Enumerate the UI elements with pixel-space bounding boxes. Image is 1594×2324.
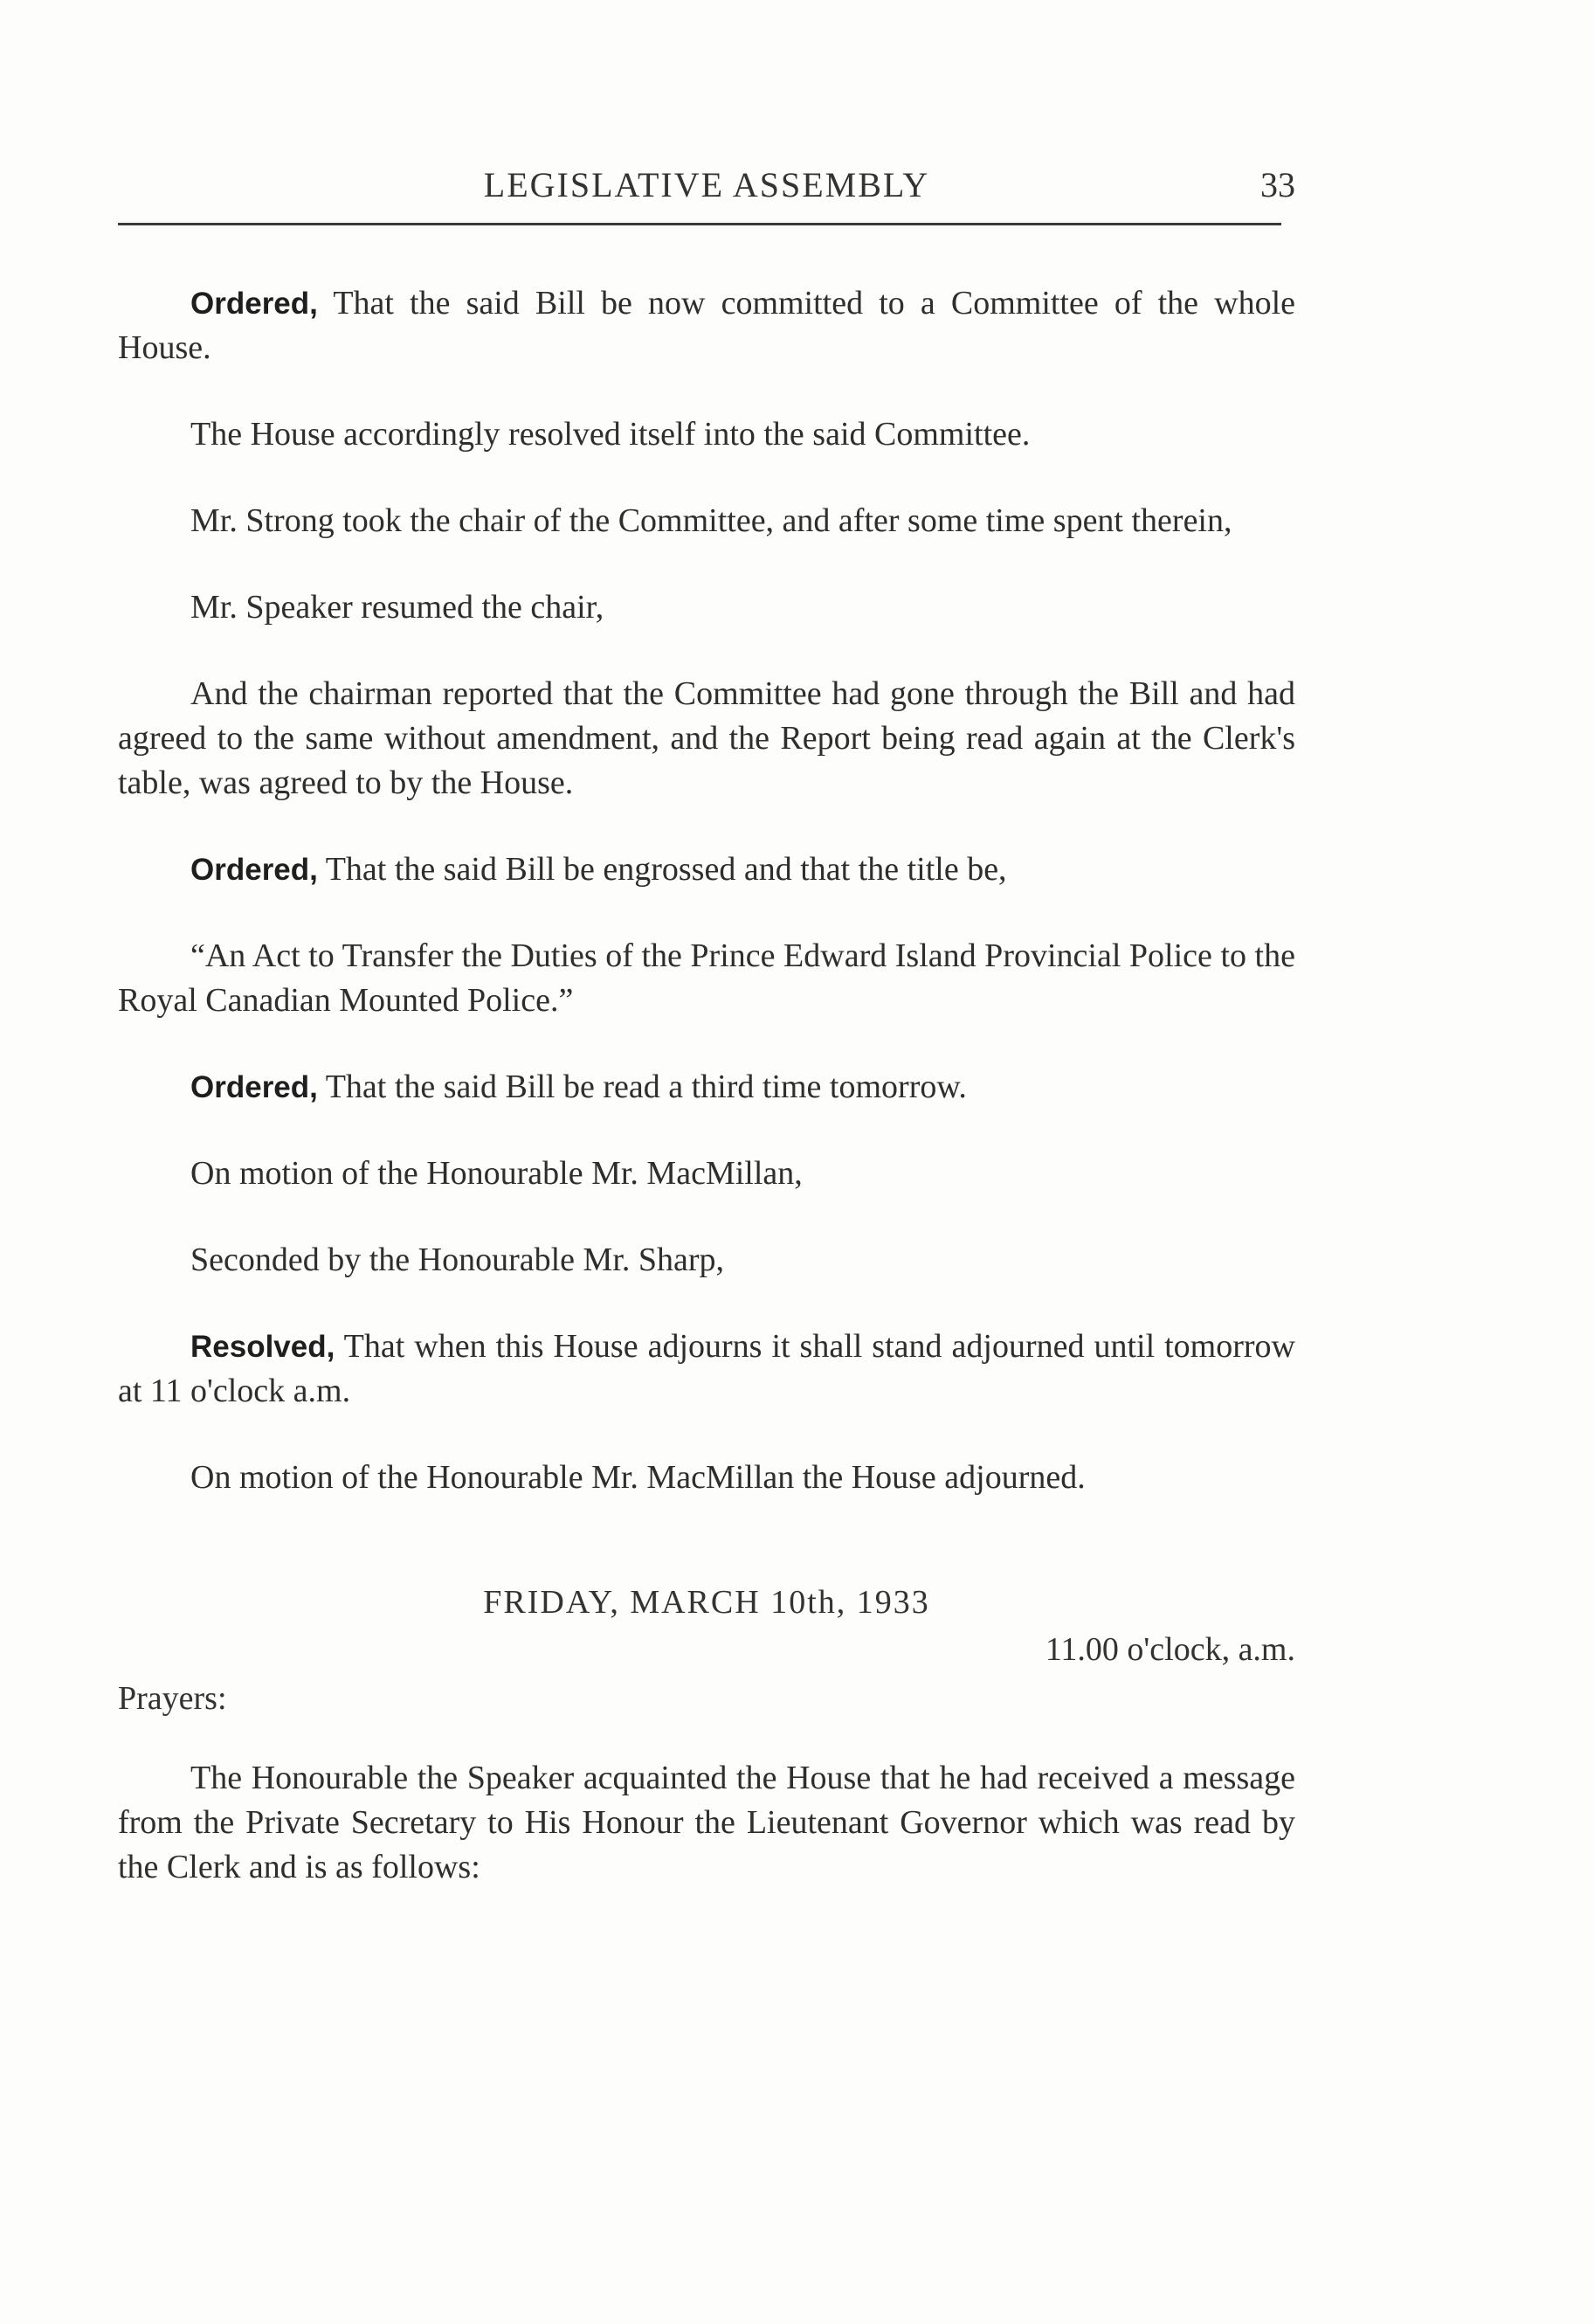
paragraph-ordered-third-reading	[118, 1065, 1295, 1110]
paragraph-lead: Resolved,	[190, 1330, 335, 1364]
paragraph-text: And the chairman reported that the Committee had gone through the Bill and had agreed to the same without amendment, and the Report being read again at the Clerk's table, was agreed to by the House.	[118, 675, 1295, 801]
paragraph-speaker-message	[118, 1756, 1295, 1890]
paragraph-adjourned	[118, 1456, 1295, 1500]
paragraph-text: The Honourable the Speaker acquainted the House that he had received a message from the Private Secretary to His Honour the Lieutenant Governor which was read by the Clerk and is as follows:	[118, 1760, 1295, 1885]
paragraph-text: “An Act to Transfer the Duties of the Prince Edward Island Provincial Police to the Royal Canadian Mounted Police.”	[118, 937, 1295, 1019]
paragraph-text: That the said Bill be read a third time tomorrow.	[317, 1069, 967, 1105]
sitting-date-heading: FRIDAY, MARCH 10th, 1933	[483, 1584, 930, 1621]
paragraph-text: Mr. Speaker resumed the chair,	[190, 589, 604, 626]
paragraph-motion	[118, 1152, 1295, 1196]
paragraph-lead: Ordered,	[190, 1070, 318, 1104]
running-head	[118, 164, 1295, 217]
paragraph-act-title	[118, 934, 1295, 1023]
paragraph-ordered-engrossed	[118, 847, 1295, 892]
paragraph-chairman-report	[118, 672, 1295, 806]
paragraph-committee-resolved	[118, 412, 1295, 457]
header-rule	[118, 223, 1281, 225]
paragraph-seconded	[118, 1238, 1295, 1283]
paragraph-chair-taken	[118, 499, 1295, 543]
paragraph-speaker-resumed	[118, 585, 1295, 630]
running-title: LEGISLATIVE ASSEMBLY	[483, 165, 930, 204]
body-text	[118, 281, 1295, 1932]
paragraph-text: Mr. Strong took the chair of the Committee, and after some time spent therein,	[190, 502, 1232, 539]
paragraph-text: That the said Bill be engrossed and that the title be,	[317, 851, 1007, 888]
page-number: 33	[1260, 165, 1295, 204]
paragraph-text: That when this House adjourns it shall stand adjourned until tomorrow at 11 o'clock a.m.	[118, 1328, 1295, 1409]
paragraph-text: On motion of the Honourable Mr. MacMillan the House adjourned.	[190, 1459, 1086, 1496]
paragraph-text: The House accordingly resolved itself into the said Committee.	[190, 416, 1031, 453]
paragraph-text: Seconded by the Honourable Mr. Sharp,	[190, 1242, 725, 1278]
paragraph-ordered-committee	[118, 281, 1295, 370]
paragraph-lead: Ordered,	[190, 287, 318, 321]
paragraph-lead: Ordered,	[190, 853, 318, 887]
paragraph-resolved	[118, 1325, 1295, 1414]
prayers-label: Prayers:	[118, 1680, 227, 1717]
sitting-time: 11.00 o'clock, a.m.	[1045, 1631, 1295, 1668]
paragraph-text: On motion of the Honourable Mr. MacMillan,	[190, 1155, 803, 1192]
paragraph-text: That the said Bill be now committed to a Committee of the whole House.	[118, 285, 1295, 366]
